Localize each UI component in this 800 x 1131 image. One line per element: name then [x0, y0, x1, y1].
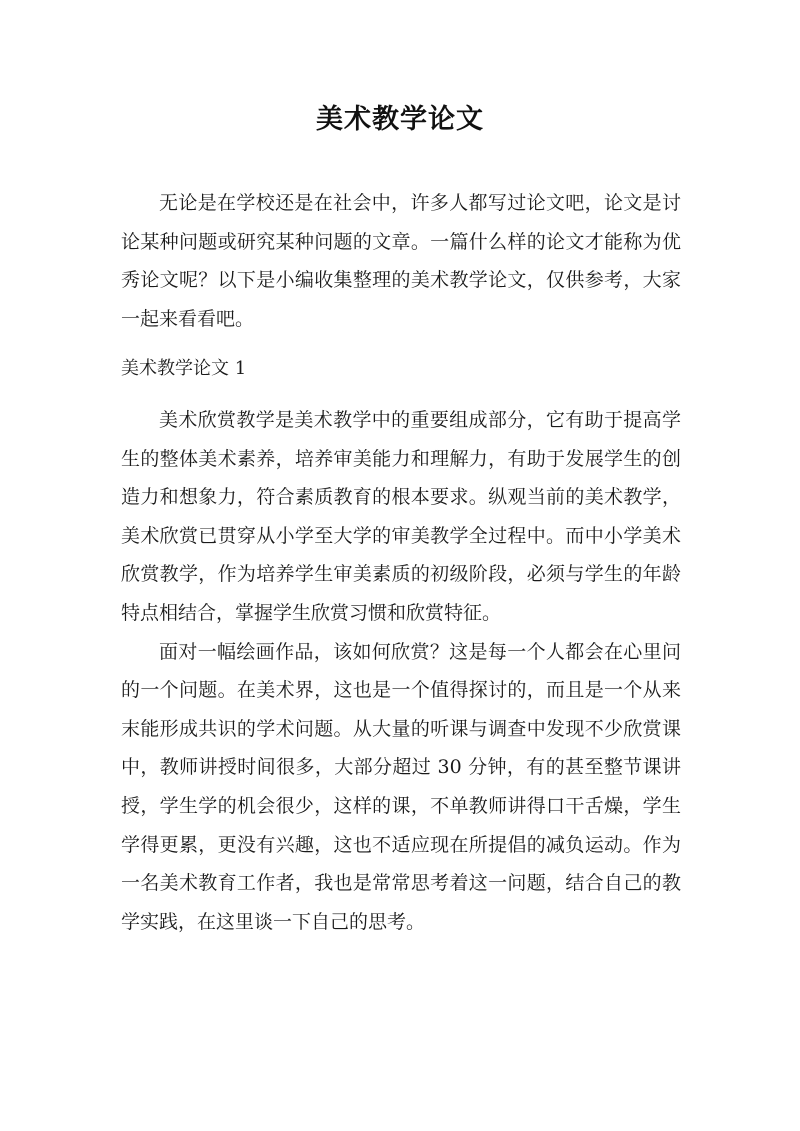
document-title: 美术教学论文 [316, 104, 484, 135]
intro-paragraph: 无论是在学校还是在社会中，许多人都写过论文吧，论文是讨论某种问题或研究某种问题的文章。一篇什么样的论文才能称为优秀论文呢？以下是小编收集整理的美术教学论文，仅供参考，大家一起来看看吧。 [121, 192, 681, 330]
body-paragraph: 美术欣赏教学是美术教学中的重要组成部分，它有助于提高学生的整体美术素养，培养审美能力和理解力，有助于发展学生的创造力和想象力，符合素质教育的根本要求。纵观当前的美术教学，美术欣赏已贯穿从小学至大学的审美教学全过程中。而中小学美术欣赏教学，作为培养学生审美素质的初级阶段，必须与学生的年龄特点相结合，掌握学生欣赏习惯和欣赏特征。 [121, 409, 681, 624]
section-heading: 美术教学论文 1 [121, 358, 247, 379]
section-body [121, 401, 681, 941]
body-paragraph: 面对一幅绘画作品，该如何欣赏？这是每一个人都会在心里问的一个问题。在美术界，这也是一个值得探讨的，而且是一个从来末能形成共识的学术问题。从大量的听课与调查中发现不少欣赏课中，教师讲授时间很多，大部分超过 30 分钟，有的甚至整节课讲授，学生学的机会很少，这样的课，不单教师讲得口干舌燥，学生学得更累，更没有兴趣，这也不适应现在所提倡的减负运动。作为一名美术教育工作者，我也是常常思考着这一问题，结合自己的教学实践，在这里谈一下自己的思考。 [121, 640, 681, 933]
intro-section [121, 184, 681, 338]
